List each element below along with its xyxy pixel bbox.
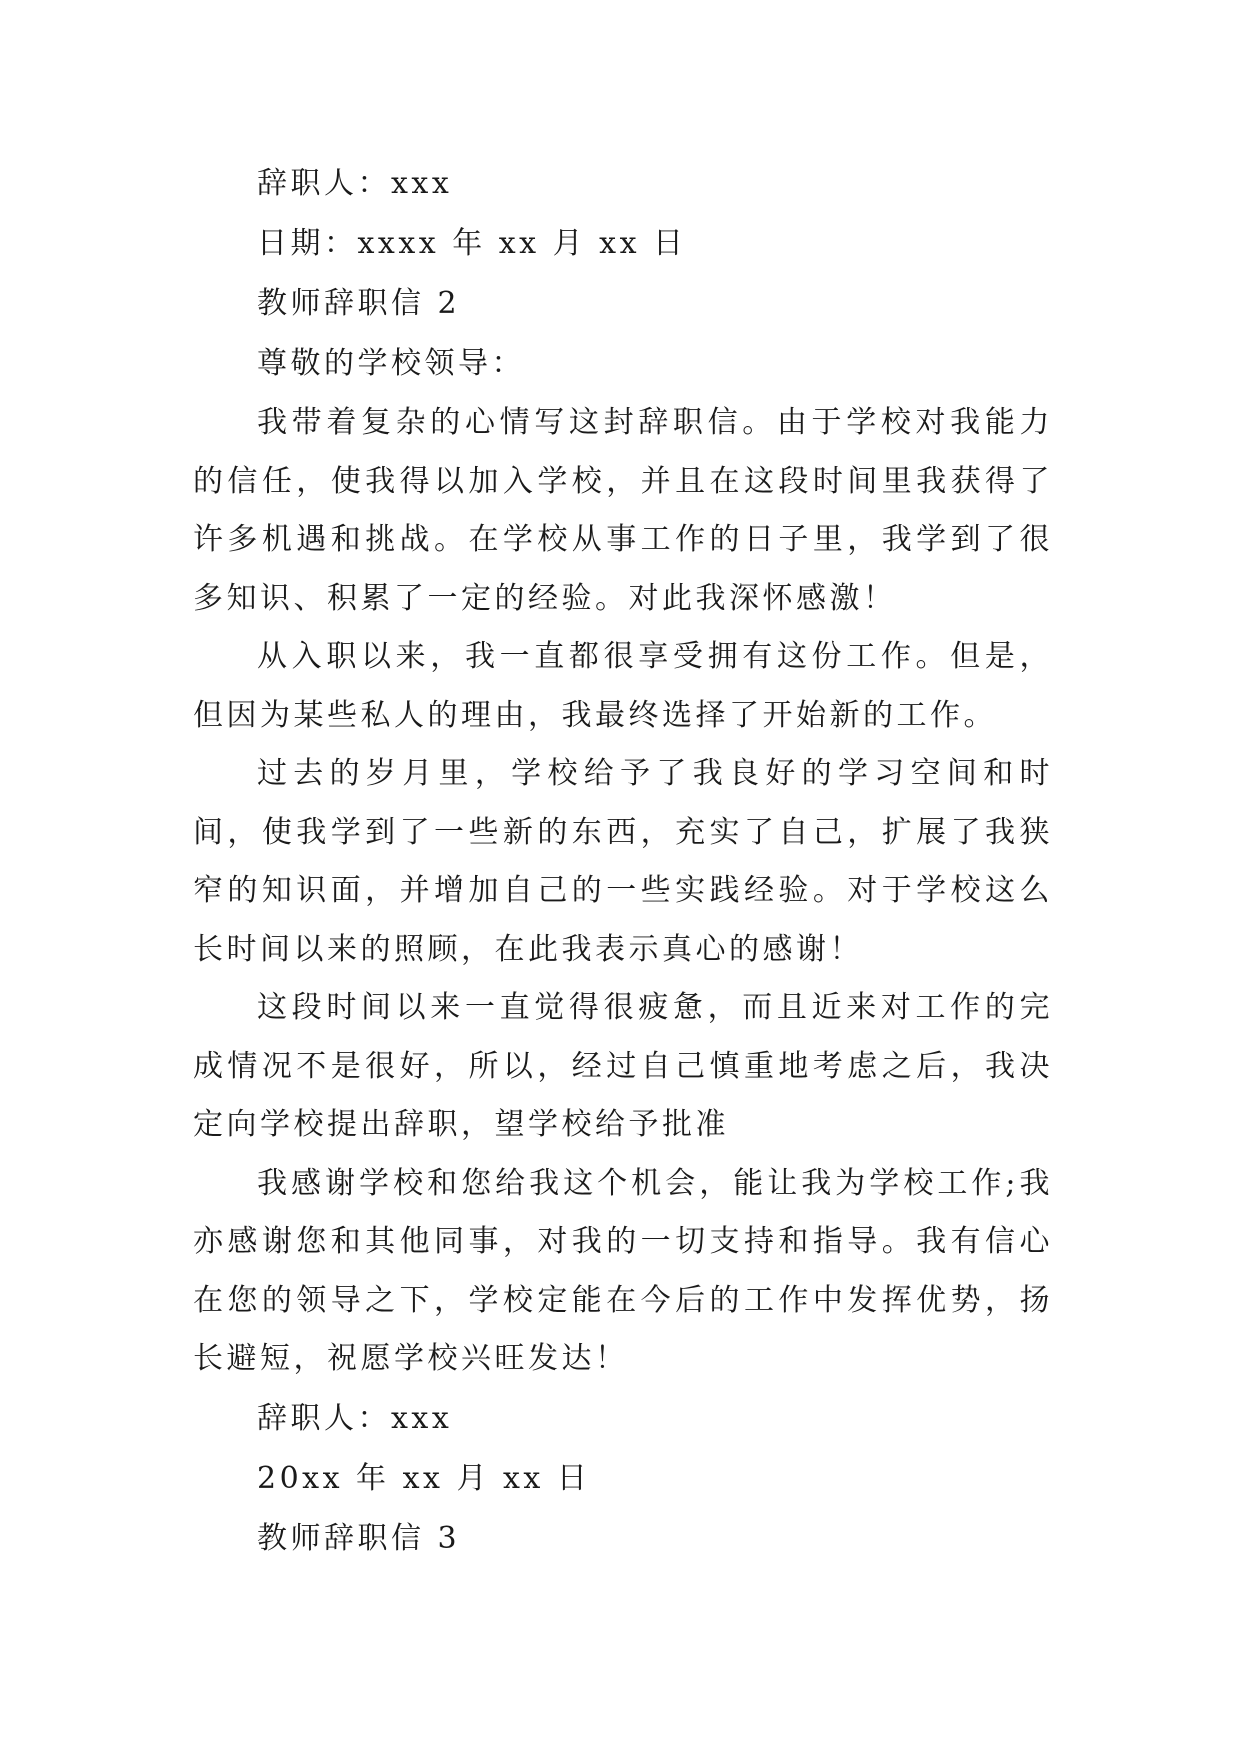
date-line: 20xx 年 xx 月 xx 日 [257,1460,591,1496]
salutation: 尊敬的学校领导： [257,346,525,381]
letter-title: 教师辞职信 2 [257,286,461,321]
letter-title: 教师辞职信 3 [257,1520,461,1556]
document-body [193,154,1053,1569]
resigner-line: 辞职人：xxx [257,166,453,201]
resigner-line: 辞职人：xxx [257,1400,453,1436]
body-paragraph: 我带着复杂的心情写这封辞职信。由于学校对我能力的信任，使我得以加入学校，并且在这段时间里我获得了许多机遇和挑战。在学校从事工作的日子里，我学到了很多知识、积累了一定的经验。对此我深怀感激！ [193,405,1053,616]
body-paragraph: 过去的岁月里，学校给予了我良好的学习空间和时间，使我学到了一些新的东西，充实了自己，扩展了我狭窄的知识面，并增加自己的一些实践经验。对于学校这么长时间以来的照顾，在此我表示真心的感谢！ [193,756,1053,967]
body-paragraph: 这段时间以来一直觉得很疲惫，而且近来对工作的完成情况不是很好，所以，经过自己慎重地考虑之后，我决定向学校提出辞职，望学校给予批准 [193,990,1053,1142]
body-paragraph: 从入职以来，我一直都很享受拥有这份工作。但是，但因为某些私人的理由，我最终选择了开始新的工作。 [193,639,1053,733]
body-paragraph: 我感谢学校和您给我这个机会，能让我为学校工作;我亦感谢您和其他同事，对我的一切支持和指导。我有信心在您的领导之下，学校定能在今后的工作中发挥优势，扬长避短，祝愿学校兴旺发达！ [193,1165,1053,1376]
date-line: 日期：xxxx 年 xx 月 xx 日 [257,226,687,261]
